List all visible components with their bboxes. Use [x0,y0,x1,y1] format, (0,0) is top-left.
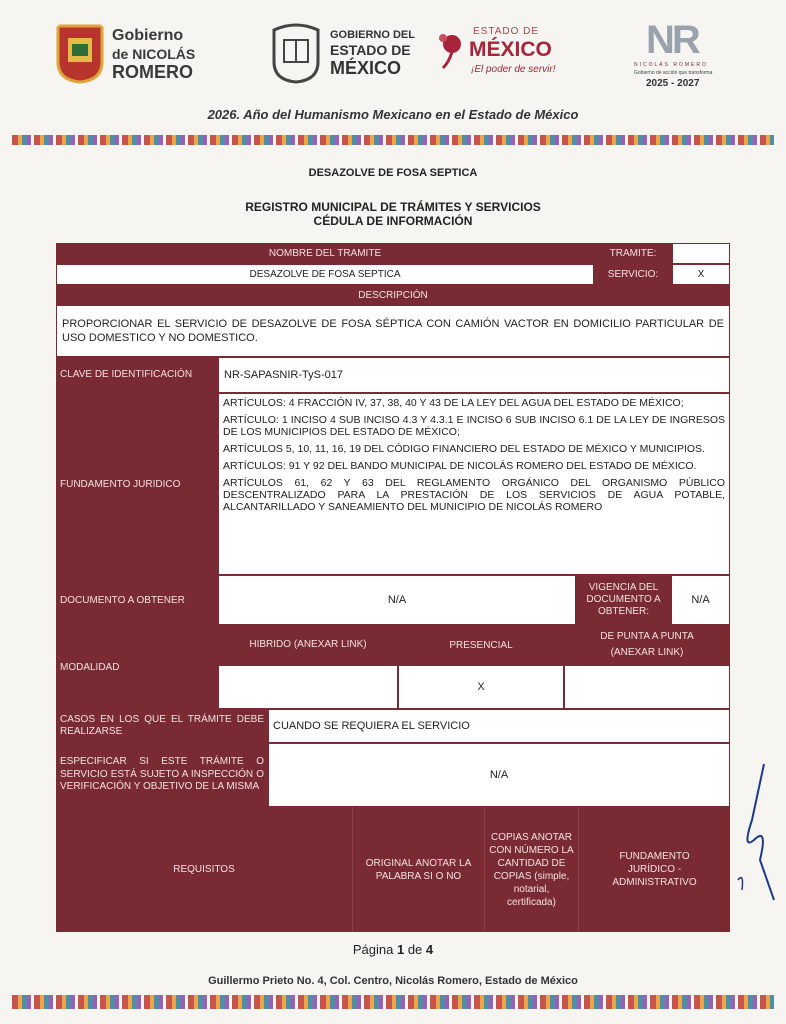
estado-line2: ESTADO DE [330,41,411,58]
decorative-border-top [12,135,774,145]
registry-title [0,200,786,228]
decorative-border-bottom [12,995,774,1009]
servicio-label: SERVICIO: [594,264,672,285]
handwritten-signature-icon [734,760,778,910]
estado-line1: GOBIERNO DEL [330,28,415,41]
estado-de-mexico-brand [435,26,570,82]
fundamento-item: ARTÍCULOS: 91 Y 92 DEL BANDO MUNICIPAL DE NICOLÁS ROMERO DEL ESTADO DE MÉXICO. [223,460,697,472]
municipal-shield-icon [56,24,104,84]
page-total: 4 [425,942,434,957]
registry-line2: CÉDULA DE INFORMACIÓN [313,214,473,228]
nr-letters: NR [646,18,698,62]
requisitos-header: REQUISITOS [56,807,352,932]
gobierno-text [112,27,195,81]
tramite-label: TRAMITE: [594,243,672,264]
edomex-tagline: ¡El poder de servir! [471,64,556,75]
nr-years: 2025 - 2027 [646,78,700,89]
page-indicator [0,942,786,957]
fundamento-label: FUNDAMENTO JURIDICO [56,393,218,575]
edomex-name: MÉXICO [469,38,552,61]
descripcion-header: DESCRIPCIÓN [56,285,730,305]
information-form [56,243,730,932]
fundamento-item: ARTÍCULOS 5, 10, 11, 16, 19 DEL CÓDIGO FINANCIERO DEL ESTADO DE MÉXICO Y MUNICIPIOS. [223,443,705,455]
gobierno-estado-logo [270,22,415,84]
fundamento-admin-header: FUNDAMENTO JURÍDICO - ADMINISTRATIVO [578,807,730,932]
registry-line1: REGISTRO MUNICIPAL DE TRÁMITES Y SERVICIOS [245,200,541,214]
page-of: de [407,942,423,957]
footer-address: Guillermo Prieto No. 4, Col. Centro, Nicolás Romero, Estado de México [208,975,578,987]
gobierno-line3: ROMERO [112,62,193,82]
copias-header: COPIAS ANOTAR CON NÚMERO LA CANTIDAD DE COPIAS (simple, notarial, certificada) [484,807,578,932]
gobierno-nicolas-romero-logo [56,24,195,84]
nombre-tramite-header: NOMBRE DEL TRAMITE [56,243,594,264]
gobierno-line1: Gobierno [112,27,184,44]
vigencia-value: N/A [671,575,730,625]
year-slogan: 2026. Año del Humanismo Mexicano en el Estado de México [207,107,579,122]
estado-text [330,29,415,78]
fundamento-item: ARTÍCULOS 61, 62 Y 63 DEL REGLAMENTO ORGÁNICO DEL ORGANISMO PÚBLICO DESCENTRALIZADO PARA LA PRESTACIÓN DE LOS SERVICIOS DE AGUA POTABLE, ALCANTARILLADO Y SANEAMIENTO DEL MUNICIPIO DE NICOLÁS ROMERO [223,477,725,513]
clave-label: CLAVE DE IDENTIFICACIÓN [56,357,218,393]
page-prefix: Página [352,942,394,957]
modalidad-punta-header: DE PUNTA A PUNTA (ANEXAR LINK) [564,625,730,665]
especificar-value: N/A [268,743,730,807]
documento-value: N/A [218,575,576,625]
especificar-label: ESPECIFICAR SI ESTE TRÁMITE O SERVICIO ESTÁ SUJETO A INSPECCIÓN O VERIFICACIÓN Y OBJETIVO DE LA MISMA [56,743,268,807]
vigencia-label: VIGENCIA DEL DOCUMENTO A OBTENER: [576,575,671,625]
tramite-value [672,243,730,264]
nr-sub1: NICOLÁS ROMERO [634,62,708,68]
clave-value: NR-SAPASNIR-TyS-017 [218,357,730,393]
servicio-value: X [672,264,730,285]
descripcion-value: PROPORCIONAR EL SERVICIO DE DESAZOLVE DE FOSA SÉPTICA CON CAMIÓN VACTOR EN DOMICILIO PARTICULAR DE USO DOMESTICO Y NO DOMESTICO. [56,305,730,357]
fundamento-item: ARTÍCULO: 1 INCISO 4 SUB INCISO 4.3 Y 4.3.1 E INCISO 6 SUB INCISO 6.1 DE LA LEY DE INGRESOS DE LOS MUNICIPIOS DEL ESTADO DE MÉXICO; [223,414,725,438]
fundamento-item: ARTÍCULOS: 4 FRACCIÓN IV, 37, 38, 40 Y 43 DE LA LEY DEL AGUA DEL ESTADO DE MÉXICO; [223,397,684,409]
documento-label: DOCUMENTO A OBTENER [56,575,218,625]
casos-label: CASOS EN LOS QUE EL TRÁMITE DEBE REALIZARSE [56,709,268,743]
fundamento-list [218,393,730,575]
state-coat-of-arms-icon [270,22,322,84]
page-header [0,0,786,100]
modalidad-presencial-value: X [398,665,564,709]
document-title: DESAZOLVE DE FOSA SEPTICA [308,167,478,179]
nr-sub2: Gobierno de acción que transforma [634,70,713,76]
edomex-label: ESTADO DE [473,26,540,37]
modalidad-hibrido-header: HIBRIDO (ANEXAR LINK) [218,625,398,665]
modalidad-hibrido-value [218,665,398,709]
casos-value: CUANDO SE REQUIERA EL SERVICIO [268,709,730,743]
modalidad-label: MODALIDAD [56,625,218,709]
flower-icon [435,30,469,70]
modalidad-presencial-header: PRESENCIAL [398,625,564,665]
gobierno-line2: de NICOLÁS [112,46,196,62]
nr-administration-logo [632,18,732,90]
modalidad-punta-value [564,665,730,709]
original-header: ORIGINAL ANOTAR LA PALABRA SI O NO [352,807,484,932]
estado-line3: MÉXICO [330,57,402,78]
page-number: 1 [396,942,405,957]
nombre-tramite-value: DESAZOLVE DE FOSA SEPTICA [56,264,594,285]
